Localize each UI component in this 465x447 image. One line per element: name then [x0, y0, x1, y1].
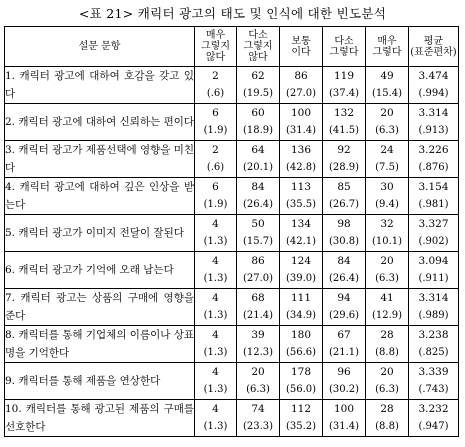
- table-row: [5, 363, 459, 400]
- percent-value: (12.3): [242, 347, 274, 358]
- count-value: 41: [380, 292, 394, 304]
- percent-value: (.6): [206, 88, 225, 99]
- sd-value: (.947): [418, 421, 449, 432]
- header-line: 그렇지: [243, 41, 273, 52]
- percent-value: (35.5): [285, 199, 317, 210]
- frequency-cell: [366, 215, 409, 252]
- sd-value: (.911): [418, 273, 449, 284]
- percent-value: (10.1): [371, 236, 403, 247]
- count-value: 20: [380, 255, 394, 267]
- percent-value: (41.5): [328, 125, 360, 136]
- count-value: 112: [290, 403, 312, 415]
- frequency-cell: [323, 67, 366, 104]
- count-value: 124: [290, 255, 312, 267]
- frequency-cell: [323, 326, 366, 363]
- percent-value: (39.0): [285, 273, 317, 284]
- count-value: 20: [251, 366, 265, 378]
- header-mean-sd: [409, 27, 459, 67]
- table-row: [5, 141, 459, 178]
- percent-value: (8.8): [375, 421, 399, 432]
- frequency-cell: [323, 289, 366, 326]
- percent-value: (6.3): [246, 384, 270, 395]
- frequency-cell: [280, 141, 323, 178]
- header-line: 않다: [205, 52, 226, 63]
- question-text: 1. 캐릭터 광고에 대하여 호감을 갖고 있다: [5, 67, 195, 104]
- percent-value: (20.1): [242, 162, 274, 173]
- frequency-cell: [323, 363, 366, 400]
- percent-value: (30.2): [328, 384, 360, 395]
- question-text: 2. 캐릭터 광고에 대하여 신뢰하는 편이다: [5, 104, 195, 141]
- frequency-cell: [366, 141, 409, 178]
- count-value: 39: [251, 329, 265, 341]
- frequency-cell: [366, 104, 409, 141]
- count-value: 4: [212, 292, 219, 304]
- count-value: 100: [290, 107, 312, 119]
- frequency-cell: [195, 289, 237, 326]
- percent-value: (18.9): [242, 125, 274, 136]
- percent-value: (.6): [206, 162, 225, 173]
- count-value: 6: [212, 107, 219, 119]
- frequency-cell: [237, 289, 280, 326]
- frequency-cell: [323, 215, 366, 252]
- frequency-cell: [195, 215, 237, 252]
- mean-cell: [409, 289, 459, 326]
- count-value: 20: [380, 366, 394, 378]
- percent-value: (42.8): [285, 162, 317, 173]
- header-item: 설문 문항: [5, 27, 195, 67]
- frequency-cell: [366, 363, 409, 400]
- mean-cell: [409, 400, 459, 437]
- frequency-cell: [323, 252, 366, 289]
- frequency-cell: [280, 178, 323, 215]
- mean-value: 3.314: [418, 107, 449, 119]
- mean-value: 3.314: [418, 292, 449, 304]
- frequency-cell: [195, 252, 237, 289]
- table-row: [5, 178, 459, 215]
- mean-cell: [409, 363, 459, 400]
- frequency-cell: [366, 252, 409, 289]
- percent-value: (1.3): [203, 384, 228, 395]
- count-value: 4: [212, 218, 219, 230]
- percent-value: (34.9): [285, 310, 317, 321]
- header-line: 매우: [377, 35, 397, 47]
- percent-value: (28.9): [328, 162, 360, 173]
- percent-value: (26.7): [328, 199, 360, 210]
- percent-value: (42.1): [285, 236, 317, 247]
- percent-value: (37.4): [328, 88, 360, 99]
- count-value: 134: [290, 218, 312, 230]
- percent-value: (30.8): [328, 236, 360, 247]
- frequency-cell: [366, 326, 409, 363]
- count-value: 136: [290, 144, 312, 156]
- count-value: 62: [251, 70, 265, 82]
- percent-value: (23.3): [242, 421, 274, 432]
- percent-value: (26.4): [242, 199, 274, 210]
- table-row: [5, 252, 459, 289]
- count-value: 178: [290, 366, 312, 378]
- percent-value: (8.8): [375, 347, 399, 358]
- mean-cell: [409, 252, 459, 289]
- question-text: 10. 캐릭터를 통해 광고된 제품의 구매를 선호한다: [5, 400, 195, 437]
- frequency-cell: [237, 363, 280, 400]
- frequency-cell: [237, 252, 280, 289]
- count-value: 50: [251, 218, 265, 230]
- frequency-cell: [280, 326, 323, 363]
- count-value: 64: [251, 144, 265, 156]
- count-value: 68: [251, 292, 265, 304]
- percent-value: (15.7): [242, 236, 274, 247]
- frequency-cell: [280, 104, 323, 141]
- header-somewhat-agree: [323, 27, 366, 67]
- header-somewhat-disagree: [237, 27, 280, 67]
- header-line: 보통: [291, 35, 311, 47]
- table-caption: <표 21> 캐릭터 광고의 태도 및 인식에 대한 빈도분석: [78, 6, 387, 21]
- count-value: 49: [380, 70, 394, 82]
- sd-value: (.743): [418, 384, 449, 395]
- percent-value: (21.1): [328, 347, 360, 358]
- count-value: 4: [212, 366, 219, 378]
- mean-value: 3.238: [418, 329, 449, 341]
- mean-value: 3.094: [418, 255, 449, 267]
- percent-value: (21.4): [242, 310, 274, 321]
- percent-value: (27.0): [242, 273, 274, 284]
- header-line: 평균: [423, 35, 444, 47]
- count-value: 98: [337, 218, 351, 230]
- percent-value: (6.3): [375, 125, 399, 136]
- count-value: 67: [337, 329, 351, 341]
- percent-value: (1.3): [203, 273, 228, 284]
- mean-value: 3.154: [418, 181, 449, 193]
- count-value: 100: [333, 403, 355, 415]
- table-row: [5, 400, 459, 437]
- count-value: 28: [380, 403, 394, 415]
- frequency-cell: [366, 178, 409, 215]
- mean-value: 3.474: [418, 70, 449, 82]
- sd-value: (.989): [418, 310, 449, 321]
- frequency-cell: [366, 67, 409, 104]
- count-value: 94: [337, 292, 351, 304]
- count-value: 24: [380, 144, 394, 156]
- count-value: 113: [290, 181, 312, 193]
- question-text: 9. 캐릭터를 통해 제품을 연상한다: [5, 363, 195, 400]
- mean-cell: [409, 326, 459, 363]
- question-text: 7. 캐릭터 광고는 상품의 구매에 영향을 준다: [5, 289, 195, 326]
- frequency-cell: [237, 326, 280, 363]
- percent-value: (12.9): [371, 310, 403, 321]
- percent-value: (29.6): [328, 310, 360, 321]
- percent-value: (56.0): [285, 384, 317, 395]
- question-text: 4. 캐릭터 광고에 대하여 깊은 인상을 받는다: [5, 178, 195, 215]
- sd-value: (.876): [418, 162, 449, 173]
- count-value: 132: [333, 107, 355, 119]
- count-value: 4: [212, 329, 219, 341]
- percent-value: (56.6): [285, 347, 317, 358]
- header-line: 다소: [334, 35, 354, 47]
- frequency-cell: [366, 400, 409, 437]
- frequency-cell: [237, 141, 280, 178]
- count-value: 119: [333, 70, 355, 82]
- table-row: [5, 215, 459, 252]
- header-line: 않다: [248, 52, 268, 63]
- table-row: [5, 289, 459, 326]
- frequency-cell: [237, 400, 280, 437]
- frequency-cell: [323, 141, 366, 178]
- frequency-cell: [323, 400, 366, 437]
- frequency-cell: [237, 215, 280, 252]
- percent-value: (26.4): [328, 273, 360, 284]
- question-text: 8. 캐릭터를 통해 기업체의 이름이나 상표명을 기억한다: [5, 326, 195, 363]
- percent-value: (1.3): [203, 236, 228, 247]
- table-row: [5, 67, 459, 104]
- frequency-cell: [237, 178, 280, 215]
- percent-value: (6.3): [375, 273, 399, 284]
- count-value: 86: [251, 255, 265, 267]
- frequency-cell: [195, 178, 237, 215]
- count-value: 86: [294, 70, 308, 82]
- mean-cell: [409, 215, 459, 252]
- header-line: 그렇지: [201, 41, 230, 52]
- sd-value: (.981): [418, 199, 449, 210]
- header-row: [5, 27, 459, 67]
- percent-value: (35.2): [285, 421, 317, 432]
- percent-value: (1.3): [203, 347, 228, 358]
- header-line: 이다: [291, 46, 311, 58]
- count-value: 74: [251, 403, 265, 415]
- header-line: 다소: [248, 30, 268, 41]
- mean-cell: [409, 141, 459, 178]
- percent-value: (1.3): [203, 421, 228, 432]
- percent-value: (27.0): [285, 88, 317, 99]
- count-value: 6: [212, 181, 219, 193]
- percent-value: (1.9): [203, 199, 228, 210]
- header-line: 그렇다: [329, 46, 359, 58]
- header-line: 매우: [205, 30, 226, 41]
- mean-cell: [409, 178, 459, 215]
- percent-value: (9.4): [375, 199, 399, 210]
- percent-value: (15.4): [371, 88, 403, 99]
- percent-value: (31.4): [328, 421, 360, 432]
- frequency-cell: [366, 289, 409, 326]
- count-value: 4: [212, 403, 219, 415]
- frequency-cell: [195, 67, 237, 104]
- header-strongly-agree: [366, 27, 409, 67]
- table-row: [5, 104, 459, 141]
- count-value: 2: [212, 144, 219, 156]
- question-text: 6. 캐릭터 광고가 기억에 오래 남는다: [5, 252, 195, 289]
- percent-value: (31.4): [285, 125, 317, 136]
- count-value: 28: [380, 329, 394, 341]
- frequency-cell: [237, 67, 280, 104]
- percent-value: (1.3): [203, 310, 228, 321]
- count-value: 84: [251, 181, 265, 193]
- sd-value: (.913): [418, 125, 449, 136]
- frequency-cell: [237, 104, 280, 141]
- count-value: 84: [337, 255, 351, 267]
- percent-value: (7.5): [375, 162, 399, 173]
- percent-value: (1.9): [203, 125, 228, 136]
- frequency-cell: [280, 252, 323, 289]
- sd-value: (.825): [418, 347, 449, 358]
- count-value: 92: [337, 144, 351, 156]
- count-value: 60: [251, 107, 265, 119]
- mean-value: 3.232: [418, 403, 449, 415]
- mean-value: 3.226: [418, 144, 449, 156]
- frequency-cell: [280, 215, 323, 252]
- frequency-cell: [195, 400, 237, 437]
- percent-value: (6.3): [375, 384, 399, 395]
- frequency-cell: [280, 289, 323, 326]
- header-neutral: [280, 27, 323, 67]
- percent-value: (19.5): [242, 88, 274, 99]
- count-value: 180: [290, 329, 312, 341]
- sd-value: (.902): [418, 236, 449, 247]
- question-text: 5. 캐릭터 광고가 이미지 전달이 잘된다: [5, 215, 195, 252]
- count-value: 20: [380, 107, 394, 119]
- header-line: 그렇다: [372, 46, 402, 58]
- mean-value: 3.327: [418, 218, 449, 230]
- count-value: 85: [337, 181, 351, 193]
- sd-value: (.994): [418, 88, 449, 99]
- table-row: [5, 326, 459, 363]
- question-text: 3. 캐릭터 광고가 제품선택에 영향을 미친다: [5, 141, 195, 178]
- count-value: 111: [290, 292, 312, 304]
- frequency-cell: [195, 363, 237, 400]
- frequency-cell: [323, 178, 366, 215]
- frequency-cell: [195, 326, 237, 363]
- frequency-cell: [323, 104, 366, 141]
- mean-value: 3.339: [418, 366, 449, 378]
- frequency-cell: [195, 104, 237, 141]
- header-strongly-disagree: [195, 27, 237, 67]
- mean-cell: [409, 104, 459, 141]
- frequency-cell: [280, 363, 323, 400]
- frequency-table: [4, 26, 459, 437]
- frequency-cell: [280, 67, 323, 104]
- header-line: (표준편차): [410, 46, 457, 58]
- count-value: 96: [337, 366, 351, 378]
- count-value: 4: [212, 255, 219, 267]
- mean-cell: [409, 67, 459, 104]
- count-value: 30: [380, 181, 394, 193]
- frequency-cell: [280, 400, 323, 437]
- frequency-cell: [195, 141, 237, 178]
- count-value: 2: [212, 70, 219, 82]
- count-value: 32: [380, 218, 394, 230]
- table-body: [5, 67, 459, 437]
